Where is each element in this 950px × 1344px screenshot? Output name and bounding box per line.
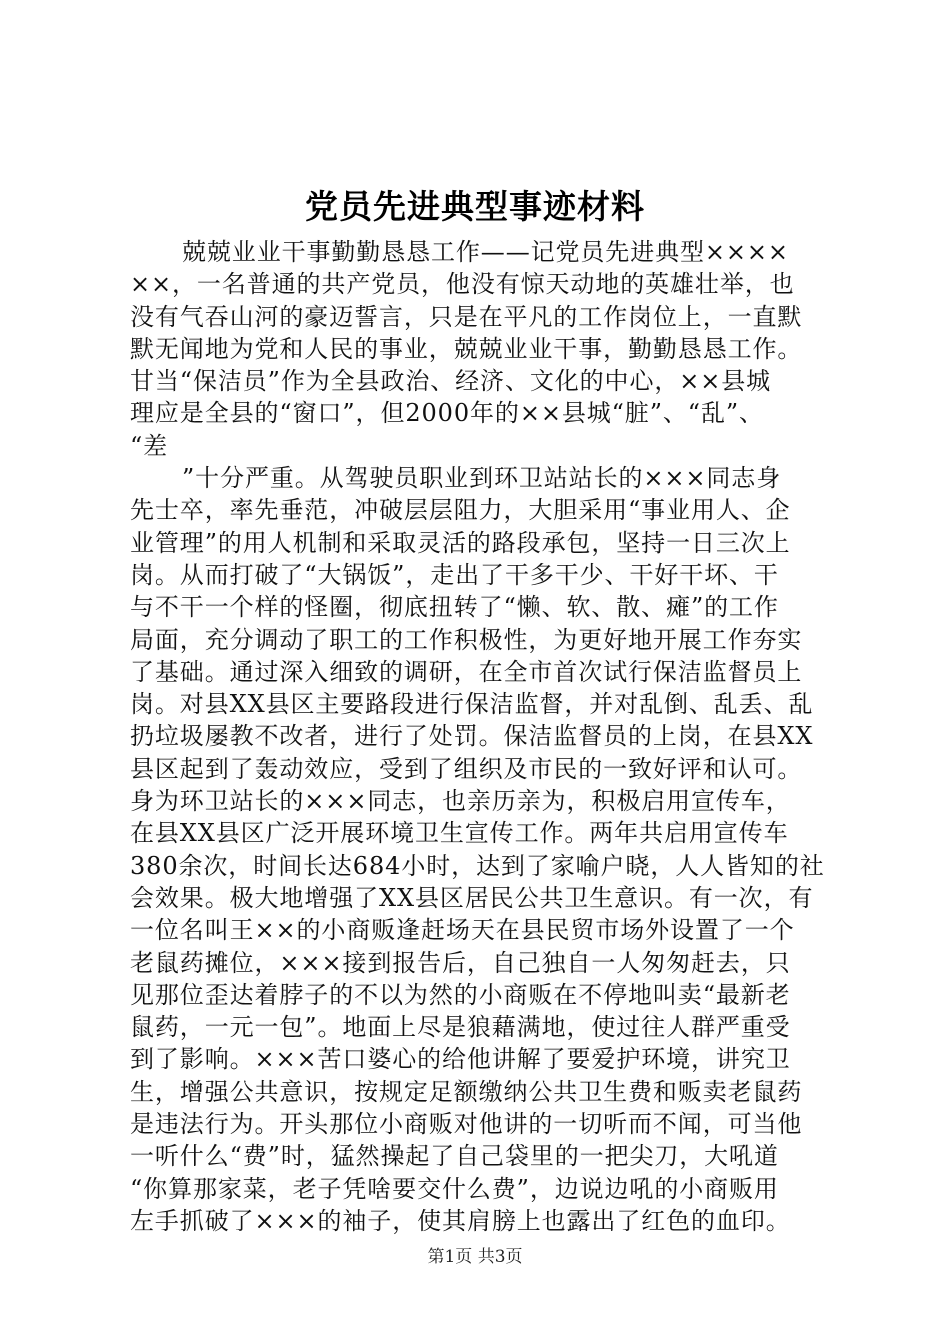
body-line: 甘当“保洁员”作为全县政治、经济、文化的中心，××县城 xyxy=(130,367,772,396)
body-line: 岗。对县XX县区主要路段进行保洁监督，并对乱倒、乱丢、乱 xyxy=(130,690,814,719)
body-line: 先士卒，率先垂范，冲破层层阻力，大胆采用“事业用人、企 xyxy=(130,496,791,525)
body-line: 一听什么“费”时，猛然操起了自己袋里的一把尖刀，大吼道 xyxy=(130,1142,779,1171)
body-line: 了基础。通过深入细致的调研，在全市首次试行保洁监督员上 xyxy=(130,657,803,686)
body-line: 会效果。极大地增强了XX县区居民公共卫生意识。有一次，有 xyxy=(130,883,814,912)
body-line: ××，一名普通的共产党员，他没有惊天动地的英雄壮举，也 xyxy=(130,270,795,299)
body-line: 兢兢业业干事勤勤恳恳工作——记党员先进典型×××× xyxy=(182,238,789,266)
body-line: 到了影响。×××苦口婆心的给他讲解了要爱护环境，讲究卫 xyxy=(130,1045,791,1074)
body-line: “你算那家菜，老子凭啥要交什么费”，边说边吼的小商贩用 xyxy=(130,1174,779,1203)
body-line: 是违法行为。开头那位小商贩对他讲的一切听而不闻，可当他 xyxy=(130,1110,803,1139)
body-line: 老鼠药摊位，×××接到报告后，自己独自一人匆匆赶去，只 xyxy=(130,948,791,977)
body-line: 扔垃圾屡教不改者，进行了处罚。保洁监督员的上岗，在县XX xyxy=(130,722,814,751)
body-line: 左手抓破了×××的袖子，使其肩膀上也露出了红色的血印。 xyxy=(130,1206,791,1235)
body-line: 身为环卫站长的×××同志，也亲历亲为，积极启用宣传车， xyxy=(130,787,791,816)
body-line: “差 xyxy=(130,431,169,460)
page-footer: 第1页 共3页 xyxy=(427,1247,523,1267)
body-line: 默无闻地为党和人民的事业，兢兢业业干事，勤勤恳恳工作。 xyxy=(130,334,803,363)
document-body xyxy=(130,236,832,1237)
body-line: 一位名叫王××的小商贩逢赶场天在县民贸市场外设置了一个 xyxy=(130,916,795,945)
body-line: 县区起到了轰动效应，受到了组织及市民的一致好评和认可。 xyxy=(130,754,803,783)
body-line: 380余次，时间长达684小时，达到了家喻户晓，人人皆知的社 xyxy=(130,851,825,880)
body-line: 鼠药，一元一包”。地面上尽是狼藉满地，使过往人群严重受 xyxy=(130,1013,791,1042)
body-line: 岗。从而打破了“大锅饭”，走出了干多干少、干好干坏、干 xyxy=(130,560,779,589)
body-line: 在县XX县区广泛开展环境卫生宣传工作。两年共启用宣传车 xyxy=(130,819,789,848)
body-line: 生，增强公共意识，按规定足额缴纳公共卫生费和贩卖老鼠药 xyxy=(130,1077,803,1106)
body-line: 业管理”的用人机制和采取灵活的路段承包，坚持一日三次上 xyxy=(130,528,791,557)
body-line: 见那位歪达着脖子的不以为然的小商贩在不停地叫卖“最新老 xyxy=(130,980,791,1009)
body-line: 没有气吞山河的豪迈誓言，只是在平凡的工作岗位上，一直默 xyxy=(130,302,803,331)
body-line: 与不干一个样的怪圈，彻底扭转了“懒、软、散、瘫”的工作 xyxy=(130,593,779,622)
body-line: 理应是全县的“窗口”，但2000年的××县城“脏”、“乱”、 xyxy=(130,399,764,428)
body-line: 局面，充分调动了职工的工作积极性，为更好地开展工作夯实 xyxy=(130,625,803,654)
document-title: 党员先进典型事迹材料 xyxy=(305,187,645,226)
body-line: ”十分严重。从驾驶员职业到环卫站站长的×××同志身 xyxy=(182,464,782,493)
